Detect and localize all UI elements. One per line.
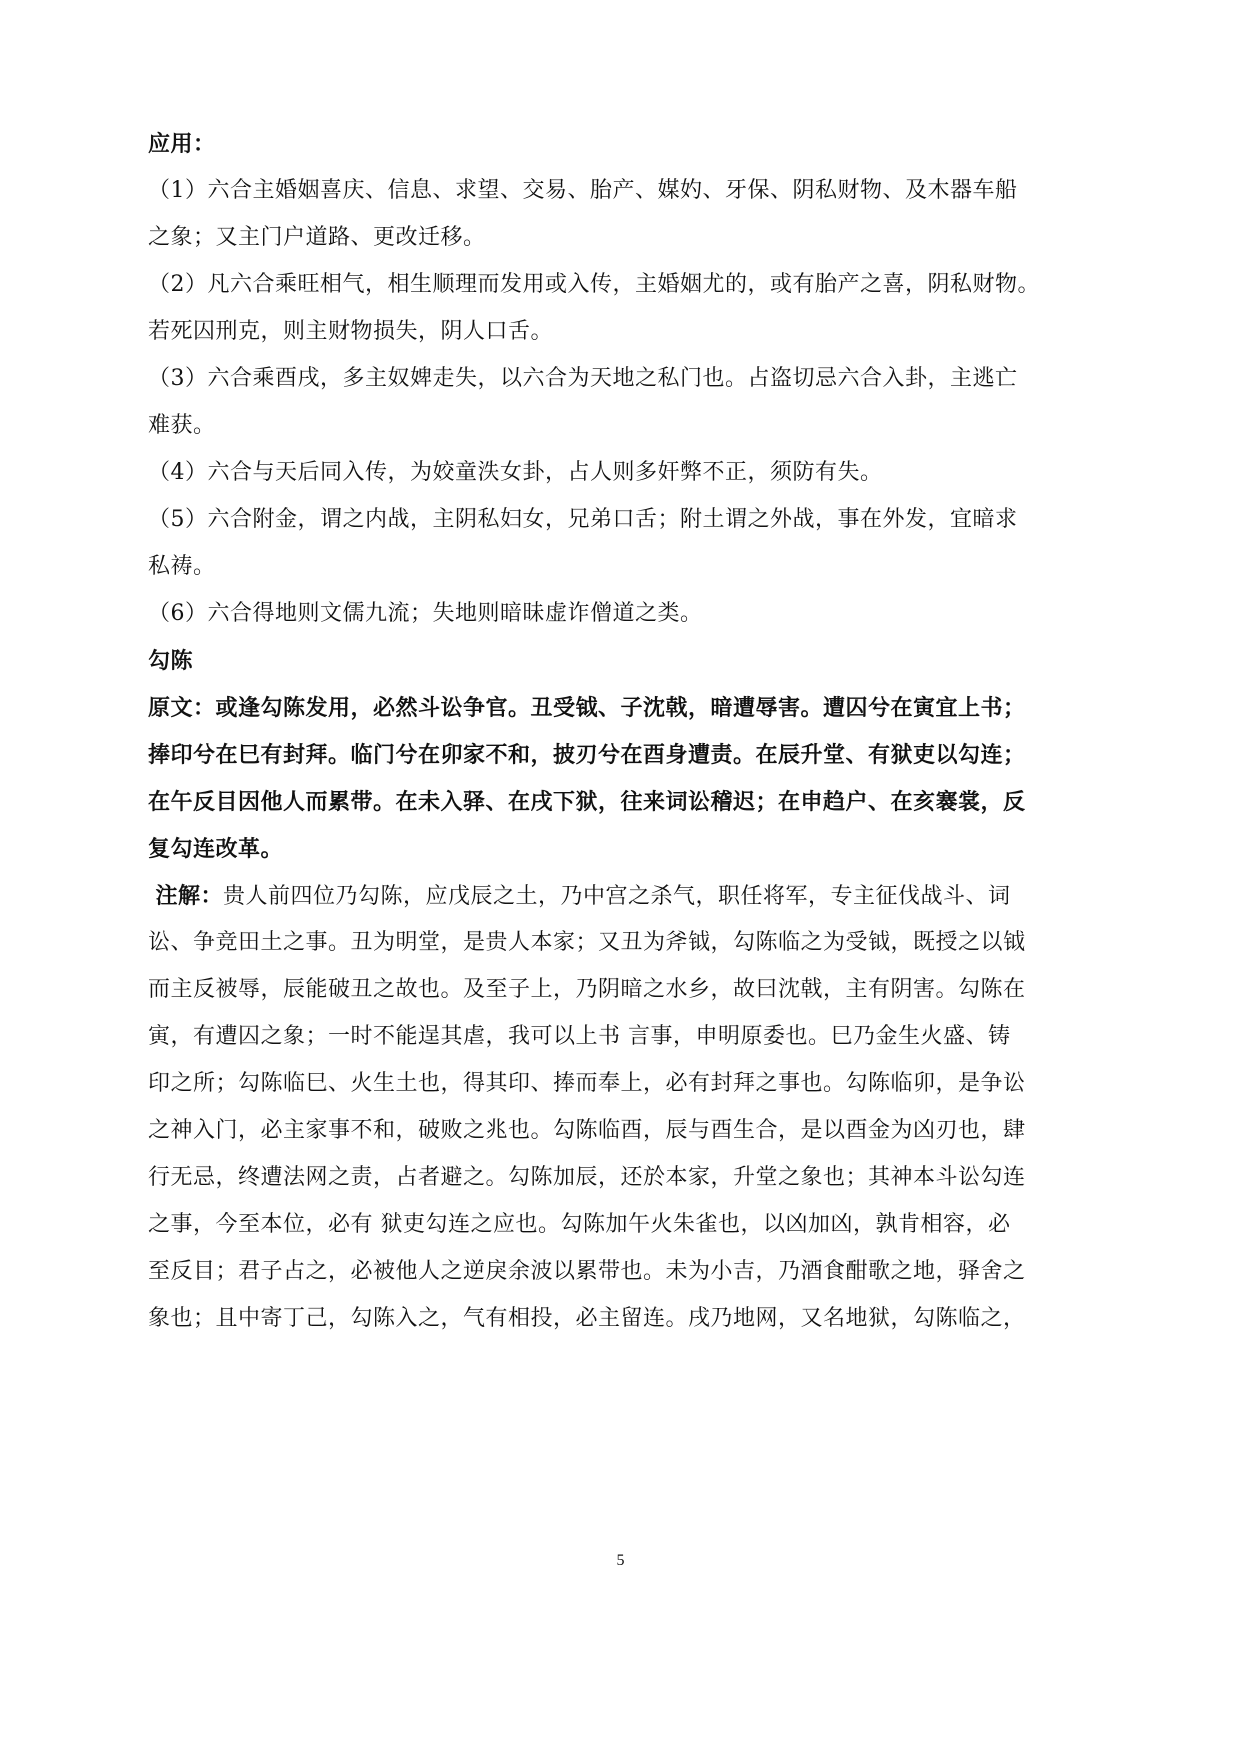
heading-gouchen: 勾陈 <box>148 648 194 674</box>
paragraph-line: （3）六合乘酉戌，多主奴婢走失，以六合为天地之私门也。占盗切忌六合入卦，主逃亡 <box>148 366 1018 391</box>
annotation-label: 注解： <box>155 883 224 909</box>
annotation-line: 至反目；君子占之，必被他人之逆戾余波以累带也。未为小吉，乃酒食酣歌之地，驿舍之 <box>148 1259 1026 1284</box>
annotation-line: 印之所；勾陈临巳、火生土也，得其印、捧而奉上，必有封拜之事也。勾陈临卯，是争讼 <box>148 1071 1026 1096</box>
page-content <box>148 128 1098 1335</box>
annotation-first-line <box>148 880 1098 912</box>
annotation-block <box>148 880 1098 1335</box>
original-text-line: 捧印兮在巳有封拜。临门兮在卯家不和，披刃兮在酉身遭责。在辰升堂、有狱吏以勾连； <box>148 742 1026 768</box>
annotation-line: 而主反被辱，辰能破丑之故也。及至子上，乃阴暗之水乡，故曰沈戟，主有阴害。勾陈在 <box>148 977 1026 1002</box>
paragraph-line: （5）六合附金，谓之内战，主阴私妇女，兄弟口舌；附土谓之外战，事在外发，宜暗求 <box>148 507 1018 532</box>
paragraph-line: 若死囚刑克，则主财物损失，阴人口舌。 <box>148 319 554 344</box>
original-text-block <box>148 692 1098 865</box>
original-text-line: 在午反目因他人而累带。在未入驿、在戌下狱，往来词讼稽迟；在申趋户、在亥褰裳，反 <box>148 789 1026 815</box>
annotation-line: 象也；且中寄丁己，勾陈入之，气有相投，必主留连。戌乃地网，又名地狱，勾陈临之， <box>148 1306 1026 1331</box>
paragraph-line: （6）六合得地则文儒九流；失地则暗昧虚诈僧道之类。 <box>148 601 703 626</box>
annotation-line: 讼、争竞田土之事。丑为明堂，是贵人本家；又丑为斧钺，勾陈临之为受钺，既授之以钺 <box>148 930 1026 955</box>
page-number: 5 <box>616 1552 625 1569</box>
list-item <box>148 504 1098 583</box>
list-item <box>148 175 1098 254</box>
original-text-line: 原文：或逢勾陈发用，必然斗讼争官。丑受钺、子沈戟，暗遭辱害。遭囚兮在寅宜上书； <box>148 695 1026 721</box>
paragraph-line: （1）六合主婚姻喜庆、信息、求望、交易、胎产、媒妁、牙保、阴私财物、及木器车船 <box>148 178 1018 203</box>
list-item <box>148 363 1098 442</box>
annotation-line: 寅，有遭囚之象；一时不能逞其虐，我可以上书 言事，申明原委也。巳乃金生火盛、铸 <box>148 1024 1011 1049</box>
list-item <box>148 457 1098 489</box>
annotation-line: 之事，今至本位，必有 狱吏勾连之应也。勾陈加午火朱雀也，以凶加凶，孰肯相容，必 <box>148 1212 1011 1237</box>
heading-yingyong: 应用： <box>148 131 216 157</box>
annotation-line: 行无忌，终遭法网之责，占者避之。勾陈加辰，还於本家，升堂之象也；其神本斗讼勾连 <box>148 1165 1026 1190</box>
paragraph-line: 难获。 <box>148 413 216 438</box>
paragraph-line: （2）凡六合乘旺相气，相生顺理而发用或入传，主婚姻尤的，或有胎产之喜，阴私财物。 <box>148 272 1041 297</box>
paragraph-line: 之象；又主门户道路、更改迁移。 <box>148 225 486 250</box>
paragraph-line: （4）六合与天后同入传，为姣童泆女卦，占人则多奸弊不正，须防有失。 <box>148 460 883 485</box>
list-item <box>148 598 1098 630</box>
list-item <box>148 269 1098 348</box>
paragraph-line: 私祷。 <box>148 554 216 579</box>
annotation-line: 之神入门，必主家事不和，破败之兆也。勾陈临酉，辰与酉生合，是以酉金为凶刃也，肆 <box>148 1118 1026 1143</box>
original-text-line: 复勾连改革。 <box>148 836 284 862</box>
annotation-line: 贵人前四位乃勾陈，应戊辰之土，乃中宫之杀气，职任将军，专主征伐战斗、词 <box>223 884 1011 909</box>
